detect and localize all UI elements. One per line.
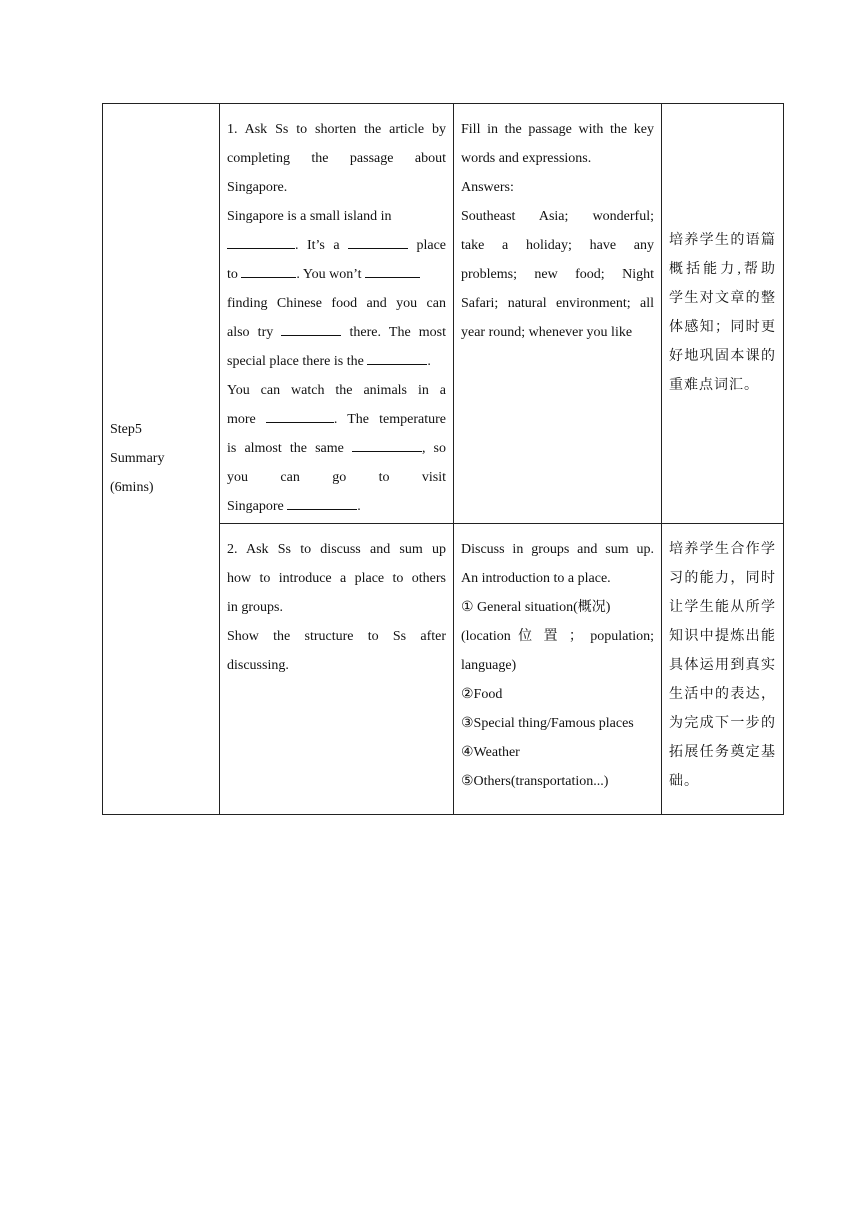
- passage-line: You can watch the animals in a: [227, 383, 446, 398]
- activity-line: how to introduce a place to others: [227, 571, 446, 586]
- activity-line: 2. Ask Ss to discuss and sum up: [227, 542, 446, 557]
- student-line: ① General situation(概况): [461, 600, 611, 615]
- activity-line: Singapore.: [227, 180, 288, 195]
- passage-line: . It’s a place: [227, 231, 446, 260]
- student-line: take a holiday; have any: [461, 238, 654, 253]
- design-purpose-cell: 培养学生的语篇概括能力,帮助学生对文章的整体感知；同时更好地巩固本课的重难点词汇。: [662, 104, 784, 524]
- activity-line: in groups.: [227, 600, 283, 615]
- answer-blank: [348, 234, 408, 249]
- activity-line: completing the passage about: [227, 151, 446, 166]
- student-line: ④Weather: [461, 745, 520, 760]
- student-activity-cell: [454, 524, 662, 815]
- activity-line: 1. Ask Ss to shorten the article by: [227, 122, 446, 137]
- design-purpose-cell: 培养学生合作学习的能力，同时让学生能从所学知识中提炼出能具体运用到真实生活中的表达，为完成下一步的拓展任务奠定基础。: [662, 524, 784, 815]
- passage-line: more . The temperature: [227, 405, 446, 434]
- answer-blank: [241, 263, 296, 278]
- passage-line: Singapore is a small island in: [227, 209, 392, 224]
- passage-line: special place there is the .: [227, 347, 446, 376]
- teacher-activity-cell: [220, 524, 454, 815]
- passage-line: to . You won’t: [227, 260, 446, 289]
- passage-line: also try there. The most: [227, 318, 446, 347]
- answer-blank: [365, 263, 420, 278]
- answer-blank: [266, 408, 334, 423]
- teacher-activity-cell: [220, 104, 454, 524]
- student-line: Discuss in groups and sum up.: [461, 542, 654, 557]
- lesson-plan-table: [102, 103, 784, 815]
- student-line: language): [461, 658, 517, 673]
- student-line: Fill in the passage with the key: [461, 122, 654, 137]
- table-row: [103, 104, 784, 524]
- answer-blank: [227, 234, 295, 249]
- student-line: ②Food: [461, 687, 503, 702]
- student-line: year round; whenever you like: [461, 325, 633, 340]
- student-line: ⑤Others(transportation...): [461, 774, 609, 789]
- step-name: Step5: [110, 421, 142, 437]
- passage-line: is almost the same , so: [227, 434, 446, 463]
- student-line: An introduction to a place.: [461, 571, 611, 586]
- passage-line: Singapore .: [227, 492, 446, 521]
- activity-line: Show the structure to Ss after: [227, 629, 446, 644]
- student-line: Answers:: [461, 180, 514, 195]
- step-cell: [103, 104, 220, 815]
- passage-line: you can go to visit: [227, 470, 446, 485]
- step-title: Summary: [110, 450, 165, 466]
- step-duration: (6mins): [110, 479, 154, 495]
- answer-blank: [281, 321, 341, 336]
- student-line: (location 位 置 ； population;: [461, 629, 654, 644]
- answer-blank: [352, 437, 422, 452]
- student-line: words and expressions.: [461, 151, 592, 166]
- activity-line: discussing.: [227, 658, 289, 673]
- answer-blank: [367, 350, 427, 365]
- student-line: problems; new food; Night: [461, 267, 654, 282]
- passage-line: finding Chinese food and you can: [227, 296, 446, 311]
- answer-blank: [287, 495, 357, 510]
- student-line: Southeast Asia; wonderful;: [461, 209, 654, 224]
- student-line: Safari; natural environment; all: [461, 296, 654, 311]
- student-activity-cell: [454, 104, 662, 524]
- student-line: ③Special thing/Famous places: [461, 716, 634, 731]
